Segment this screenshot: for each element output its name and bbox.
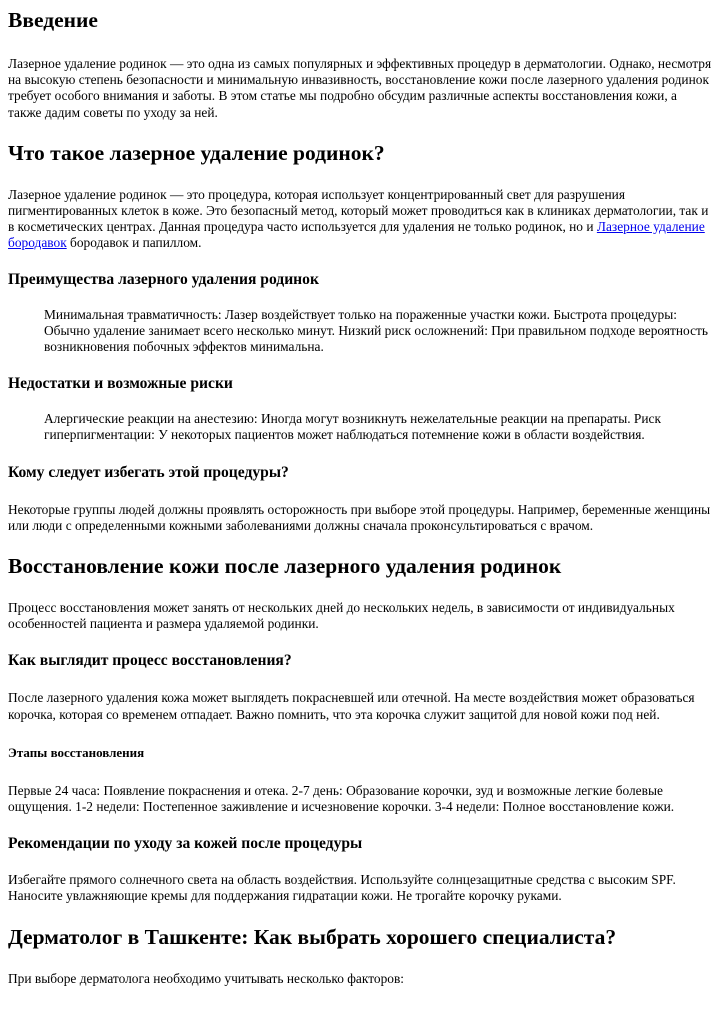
paragraph-dermatologist-tashkent: При выборе дерматолога необходимо учитывать несколько факторов: [8, 970, 405, 986]
heading-recovery-appearance: Как выглядит процесс восстановления? [8, 652, 292, 670]
heading-care-recommendations: Рекомендации по уходу за кожей после процедуры [8, 835, 363, 853]
text-before-link: Лазерное удаление родинок — это процедура, которая использует концентрированный свет для разрушения пигментированных клеток в коже. Это безопасный метод, который может проводиться как в клиниках дерматологии, так и в косметических центрах. Данная процедура часто используется для удаления не только родинок, но и [8, 186, 709, 235]
paragraph-recovery-appearance: После лазерного удаления кожа может выглядеть покрасневшей или отечной. На месте воздействия может образоваться корочка, которая со временем отпадает. Важно помнить, что эта корочка служит защитой для новой кожи под ней. [8, 690, 695, 722]
heading-advantages: Преимущества лазерного удаления родинок [8, 270, 319, 288]
heading-dermatologist-tashkent: Дерматолог в Ташкенте: Как выбрать хорошего специалиста? [8, 924, 617, 949]
heading-skin-recovery: Восстановление кожи после лазерного удаления родинок [8, 554, 562, 579]
heading-introduction: Введение [8, 8, 98, 32]
wart-removal-link[interactable]: Лазерное удаление бородавок [8, 219, 705, 251]
paragraph-who-should-avoid: Некоторые группы людей должны проявлять осторожность при выборе этой процедуры. Например, беременные женщины или люди с определенными кожными заболеваниями должны сначала проконсультироваться с врачом. [8, 501, 711, 533]
heading-who-should-avoid: Кому следует избегать этой процедуры? [8, 463, 289, 481]
heading-disadvantages: Недостатки и возможные риски [8, 375, 233, 393]
paragraph-care-recommendations: Избегайте прямого солнечного света на область воздействия. Используйте солнцезащитные средства с высоким SPF. Наносите увлажняющие кремы для поддержания гидратации кожи. Не трогайте корочку руками. [8, 872, 676, 904]
disadvantages-list: Алергические реакции на анестезию: Иногда могут возникнуть нежелательные реакции на препараты. Риск гиперпигментации: У некоторых пациентов может наблюдаться потемнение кожи в области воздействия. [44, 411, 661, 443]
text-after-link: бородавок и папиллом. [66, 235, 202, 251]
paragraph-what-is-laser-removal [8, 187, 712, 252]
paragraph-introduction: Лазерное удаление родинок — это одна из самых популярных и эффективных процедур в дерматологии. Однако, несмотря на высокую степень безопасности и минимальную инвазивность, восстановление кожи после лазерного удаления родинок требует особого внимания и заботы. В этом статье мы подробно обсудим различные аспекты восстановления кожи, а также дадим советы по уходу за ней. [8, 56, 712, 120]
advantages-list: Минимальная травматичность: Лазер воздействует только на пораженные участки кожи. Быстрота процедуры: Обычно удаление занимает всего несколько минут. Низкий риск осложнений: При правильном подходе вероятность возникновения побочных эффектов минимальна. [44, 306, 708, 355]
paragraph-skin-recovery: Процесс восстановления может занять от нескольких дней до нескольких недель, в зависимости от индивидуальных особенностей пациента и размера удаляемой родинки. [8, 600, 675, 632]
heading-recovery-stages: Этапы восстановления [8, 744, 145, 760]
paragraph-recovery-stages: Первые 24 часа: Появление покраснения и отека. 2-7 день: Образование корочки, зуд и возможные легкие болевые ощущения. 1-2 недели: Постепенное заживление и исчезновение корочки. 3-4 недели: Полное восстановление кожи. [8, 782, 675, 815]
heading-what-is-laser-removal: Что такое лазерное удаление родинок? [8, 140, 385, 165]
article [0, 8, 712, 987]
